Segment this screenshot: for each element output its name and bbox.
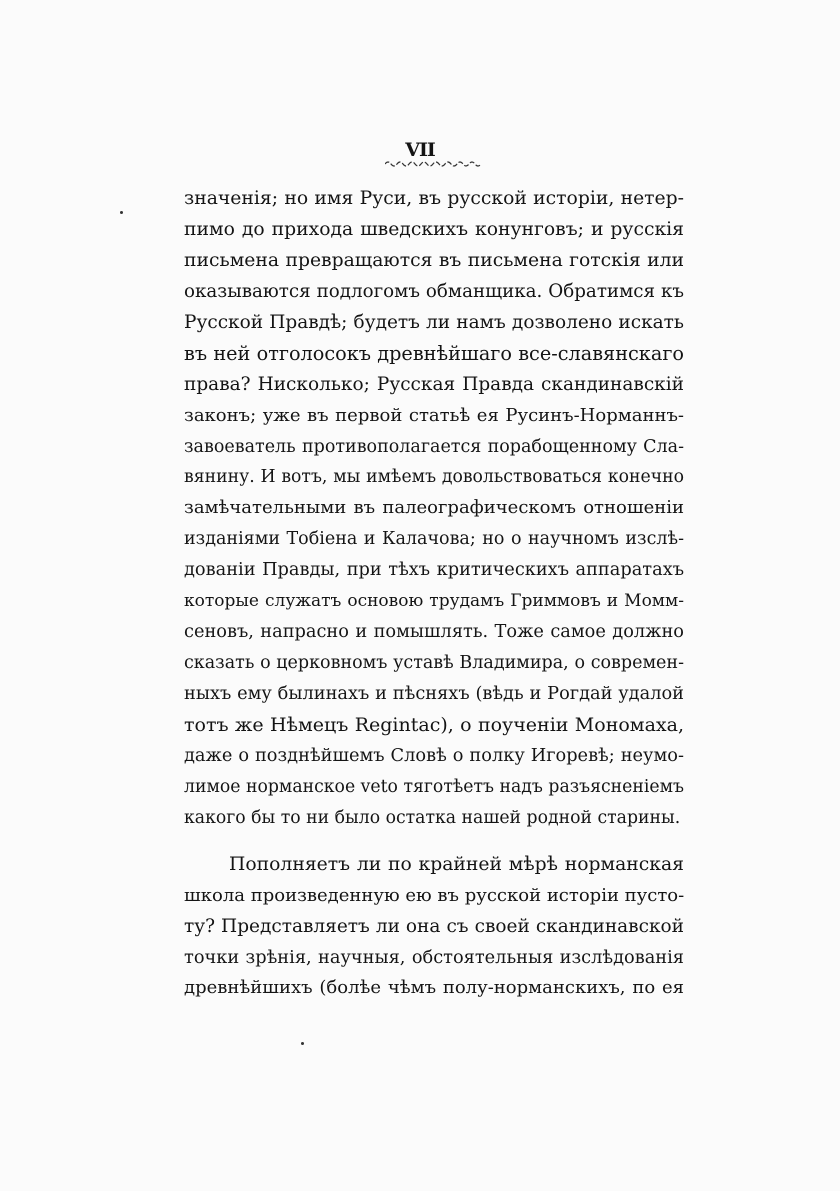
page-number: VII (405, 139, 435, 161)
text-line: Русской Правдѣ; будетъ ли намъ дозволено искать (184, 311, 684, 333)
text-line: дованіи Правды, при тѣхъ критическихъ аппаратахъ (184, 560, 684, 581)
text-line: ту? Представляетъ ли она съ своей скандинавской (184, 915, 684, 937)
text-line: замѣчательными въ палеографическомъ отношеніи (184, 497, 684, 519)
text-line: древнѣйшихъ (болѣе чѣмъ полу-норманскихъ, по ея (184, 977, 684, 999)
body-text (184, 184, 684, 1004)
text-line: Пополняетъ ли по крайней мѣрѣ норманская (229, 853, 684, 875)
text-line: въ ней отголосокъ древнѣйшаго все-славянскаго (184, 341, 684, 365)
text-line: права? Нисколько; Русская Правда скандинавскій (184, 373, 684, 395)
text-line: какого бы то ни было остатка нашей родной старины. (184, 807, 681, 828)
text-line: оказываются подлогомъ обманщика. Обратимся къ (184, 280, 684, 302)
wavy-rule-ornament (385, 160, 481, 168)
text-line: пимо до прихода шведскихъ конунговъ; и русскія (184, 218, 684, 240)
text-line: школа произведенную ею въ русской исторіи пусто- (184, 884, 685, 906)
text-line: которые служатъ основою трудамъ Гриммовъ и Момм- (184, 591, 684, 612)
paragraph-2 (184, 850, 684, 1005)
text-line: точки зрѣнія, научныя, обстоятельныя изслѣдованія (184, 947, 684, 968)
text-line: изданіями Тобіена и Калачова; но о научномъ изслѣ- (184, 529, 684, 550)
text-line: ныхъ ему былинахъ и пѣсняхъ (вѣдь и Рогдай удалой (184, 684, 684, 704)
print-speck (301, 1042, 304, 1045)
text-line: тотъ же Нѣмецъ Regintac), о поученіи Мономаха, (184, 713, 684, 736)
text-line: завоеватель противополагается порабощенному Сла- (184, 436, 684, 457)
paragraph-gap (184, 834, 684, 850)
paragraph-1 (184, 184, 684, 834)
text-line: лимое норманское veto тяготѣетъ надъ разъясненіемъ (184, 776, 684, 797)
text-line: сказать о церковномъ уставѣ Владимира, о современ- (184, 653, 684, 674)
text-line: даже о позднѣйшемъ Словѣ о полку Игоревѣ; неумо- (184, 745, 684, 766)
text-line: письмена превращаются въ письмена готскія или (184, 249, 684, 271)
print-speck (120, 211, 123, 214)
text-line: вянину. И вотъ, мы имѣемъ довольствоваться конечно (184, 467, 684, 488)
text-line: законъ; уже въ первой статьѣ ея Русинъ-Норманнъ- (184, 404, 684, 426)
text-line: сеновъ, напрасно и помышлять. Тоже самое должно (184, 622, 684, 643)
text-line: значенія; но имя Руси, въ русской исторіи, нетер- (184, 188, 684, 209)
